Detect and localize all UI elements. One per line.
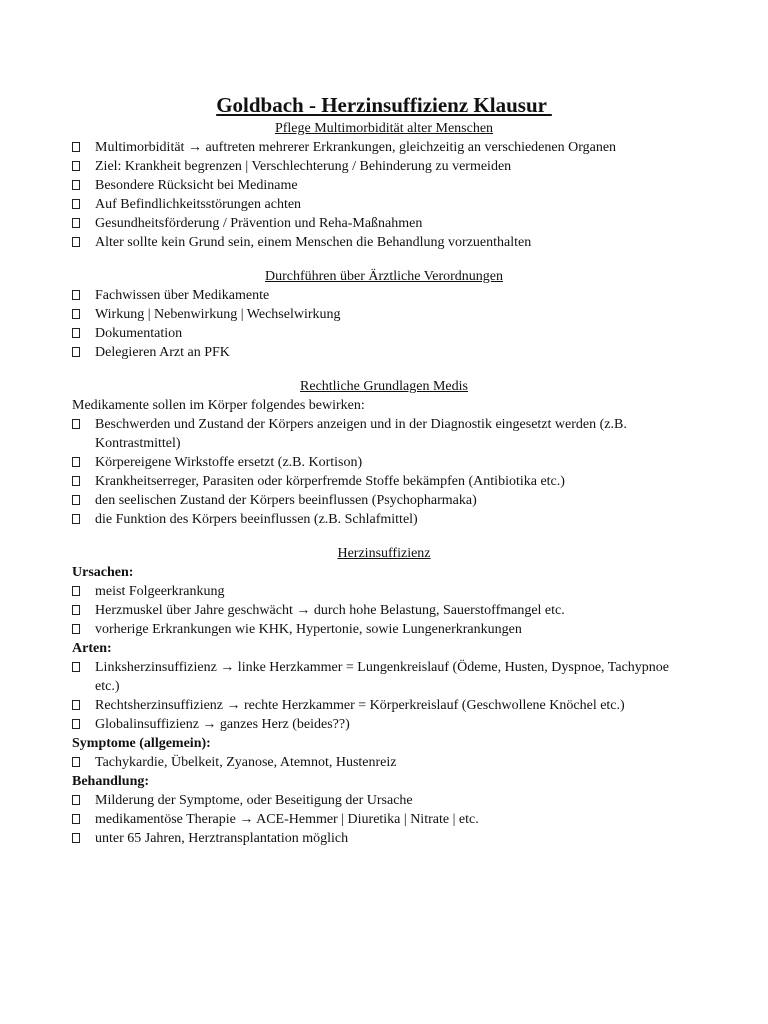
- checkbox-icon: [72, 309, 80, 319]
- bullet-list: [72, 415, 696, 529]
- list-item-text: Tachykardie, Übelkeit, Zyanose, Atemnot, Hustenreiz: [95, 755, 397, 770]
- checkbox-icon: [72, 457, 80, 467]
- list-item: [72, 343, 696, 362]
- list-item-text: Delegieren Arzt an PFK: [95, 345, 230, 360]
- list-item: [72, 233, 696, 252]
- section-heading: Pflege Multimorbidität alter Menschen: [274, 121, 494, 136]
- list-item-text: Auf Befindlichkeitsstörungen achten: [95, 197, 302, 212]
- bullet-list: [72, 658, 696, 734]
- checkbox-icon: [72, 142, 80, 152]
- list-item-text: Globalinsuffizienz → ganzes Herz (beides??): [95, 717, 350, 732]
- checkbox-icon: [72, 237, 80, 247]
- list-item: [72, 510, 696, 529]
- list-item: [72, 620, 696, 639]
- list-item-text: Alter sollte kein Grund sein, einem Menschen die Behandlung vorzuenthalten: [95, 235, 532, 250]
- checkbox-icon: [72, 161, 80, 171]
- list-item: [72, 791, 696, 810]
- checkbox-icon: [72, 757, 80, 767]
- list-item-text: Fachwissen über Medikamente: [95, 288, 270, 303]
- list-item: [72, 305, 696, 324]
- bullet-list: [72, 791, 696, 848]
- list-item: [72, 324, 696, 343]
- list-item-text: medikamentöse Therapie → ACE-Hemmer | Diuretika | Nitrate | etc.: [95, 812, 479, 827]
- checkbox-icon: [72, 624, 80, 634]
- section-heading: Herzinsuffizienz: [337, 546, 431, 561]
- subheading-symptome: Symptome (allgemein):: [72, 736, 211, 751]
- list-item-text: Linksherzinsuffizienz → linke Herzkammer = Lungenkreislauf (Ödeme, Husten, Dyspnoe, Tachypnoe etc.): [95, 660, 669, 694]
- checkbox-icon: [72, 495, 80, 505]
- bullet-list: [72, 582, 696, 639]
- document-page: [72, 92, 696, 848]
- section-heading: Durchführen über Ärztliche Verordnungen: [264, 269, 504, 284]
- checkbox-icon: [72, 199, 80, 209]
- list-item: [72, 715, 696, 734]
- list-item-text: Milderung der Symptome, oder Beseitigung der Ursache: [95, 793, 413, 808]
- bullet-list: [72, 753, 696, 772]
- checkbox-icon: [72, 814, 80, 824]
- checkbox-icon: [72, 605, 80, 615]
- list-item-text: Herzmuskel über Jahre geschwächt → durch hohe Belastung, Sauerstoffmangel etc.: [95, 603, 565, 618]
- section-multimorbiditaet: [72, 119, 696, 252]
- list-item-text: Beschwerden und Zustand der Körpers anzeigen und in der Diagnostik eingesetzt werden (z.B. Kontrastmittel): [95, 417, 627, 451]
- list-item: [72, 157, 696, 176]
- subheading-arten: Arten:: [72, 641, 112, 656]
- list-item: [72, 696, 696, 715]
- section-herzinsuffizienz: [72, 544, 696, 848]
- list-item-text: Körpereigene Wirkstoffe ersetzt (z.B. Kortison): [95, 455, 363, 470]
- list-item: [72, 601, 696, 620]
- list-item-text: Multimorbidität → auftreten mehrerer Erkrankungen, gleichzeitig an verschiedenen Organen: [95, 140, 617, 155]
- document-title: Goldbach - Herzinsuffizienz Klausur: [216, 93, 552, 117]
- subheading-ursachen: Ursachen:: [72, 565, 134, 580]
- list-item-text: unter 65 Jahren, Herztransplantation möglich: [95, 831, 349, 846]
- list-item: [72, 472, 696, 491]
- checkbox-icon: [72, 833, 80, 843]
- checkbox-icon: [72, 662, 80, 672]
- list-item-text: Dokumentation: [95, 326, 183, 341]
- list-item: [72, 810, 696, 829]
- list-item-text: Ziel: Krankheit begrenzen | Verschlechterung / Behinderung zu vermeiden: [95, 159, 512, 174]
- checkbox-icon: [72, 719, 80, 729]
- list-item-text: Gesundheitsförderung / Prävention und Reha-Maßnahmen: [95, 216, 423, 231]
- list-item-text: den seelischen Zustand der Körpers beeinflussen (Psychopharmaka): [95, 493, 477, 508]
- checkbox-icon: [72, 218, 80, 228]
- section-heading: Rechtliche Grundlagen Medis: [300, 379, 468, 394]
- list-item: [72, 138, 696, 157]
- checkbox-icon: [72, 586, 80, 596]
- list-item: [72, 286, 696, 305]
- checkbox-icon: [72, 795, 80, 805]
- bullet-list: [72, 286, 696, 362]
- checkbox-icon: [72, 476, 80, 486]
- bullet-list: [72, 138, 696, 252]
- list-item: [72, 453, 696, 472]
- list-item-text: Wirkung | Nebenwirkung | Wechselwirkung: [95, 307, 341, 322]
- section-intro: Medikamente sollen im Körper folgendes bewirken:: [72, 398, 365, 413]
- checkbox-icon: [72, 700, 80, 710]
- list-item: [72, 753, 696, 772]
- section-rechtlich: [72, 377, 696, 529]
- list-item: [72, 415, 696, 453]
- checkbox-icon: [72, 419, 80, 429]
- list-item: [72, 582, 696, 601]
- list-item: [72, 658, 696, 696]
- list-item: [72, 829, 696, 848]
- list-item-text: die Funktion des Körpers beeinflussen (z.B. Schlafmittel): [95, 512, 418, 527]
- section-verordnungen: [72, 267, 696, 362]
- checkbox-icon: [72, 347, 80, 357]
- checkbox-icon: [72, 328, 80, 338]
- checkbox-icon: [72, 290, 80, 300]
- checkbox-icon: [72, 180, 80, 190]
- checkbox-icon: [72, 514, 80, 524]
- list-item: [72, 491, 696, 510]
- list-item-text: meist Folgeerkrankung: [95, 584, 225, 599]
- list-item-text: vorherige Erkrankungen wie KHK, Hypertonie, sowie Lungenerkrankungen: [95, 622, 522, 637]
- list-item-text: Krankheitserreger, Parasiten oder körperfremde Stoffe bekämpfen (Antibiotika etc.): [95, 474, 565, 489]
- list-item: [72, 176, 696, 195]
- list-item: [72, 214, 696, 233]
- list-item-text: Rechtsherzinsuffizienz → rechte Herzkammer = Körperkreislauf (Geschwollene Knöchel etc.): [95, 698, 625, 713]
- subheading-behandlung: Behandlung:: [72, 774, 150, 789]
- list-item: [72, 195, 696, 214]
- list-item-text: Besondere Rücksicht bei Mediname: [95, 178, 298, 193]
